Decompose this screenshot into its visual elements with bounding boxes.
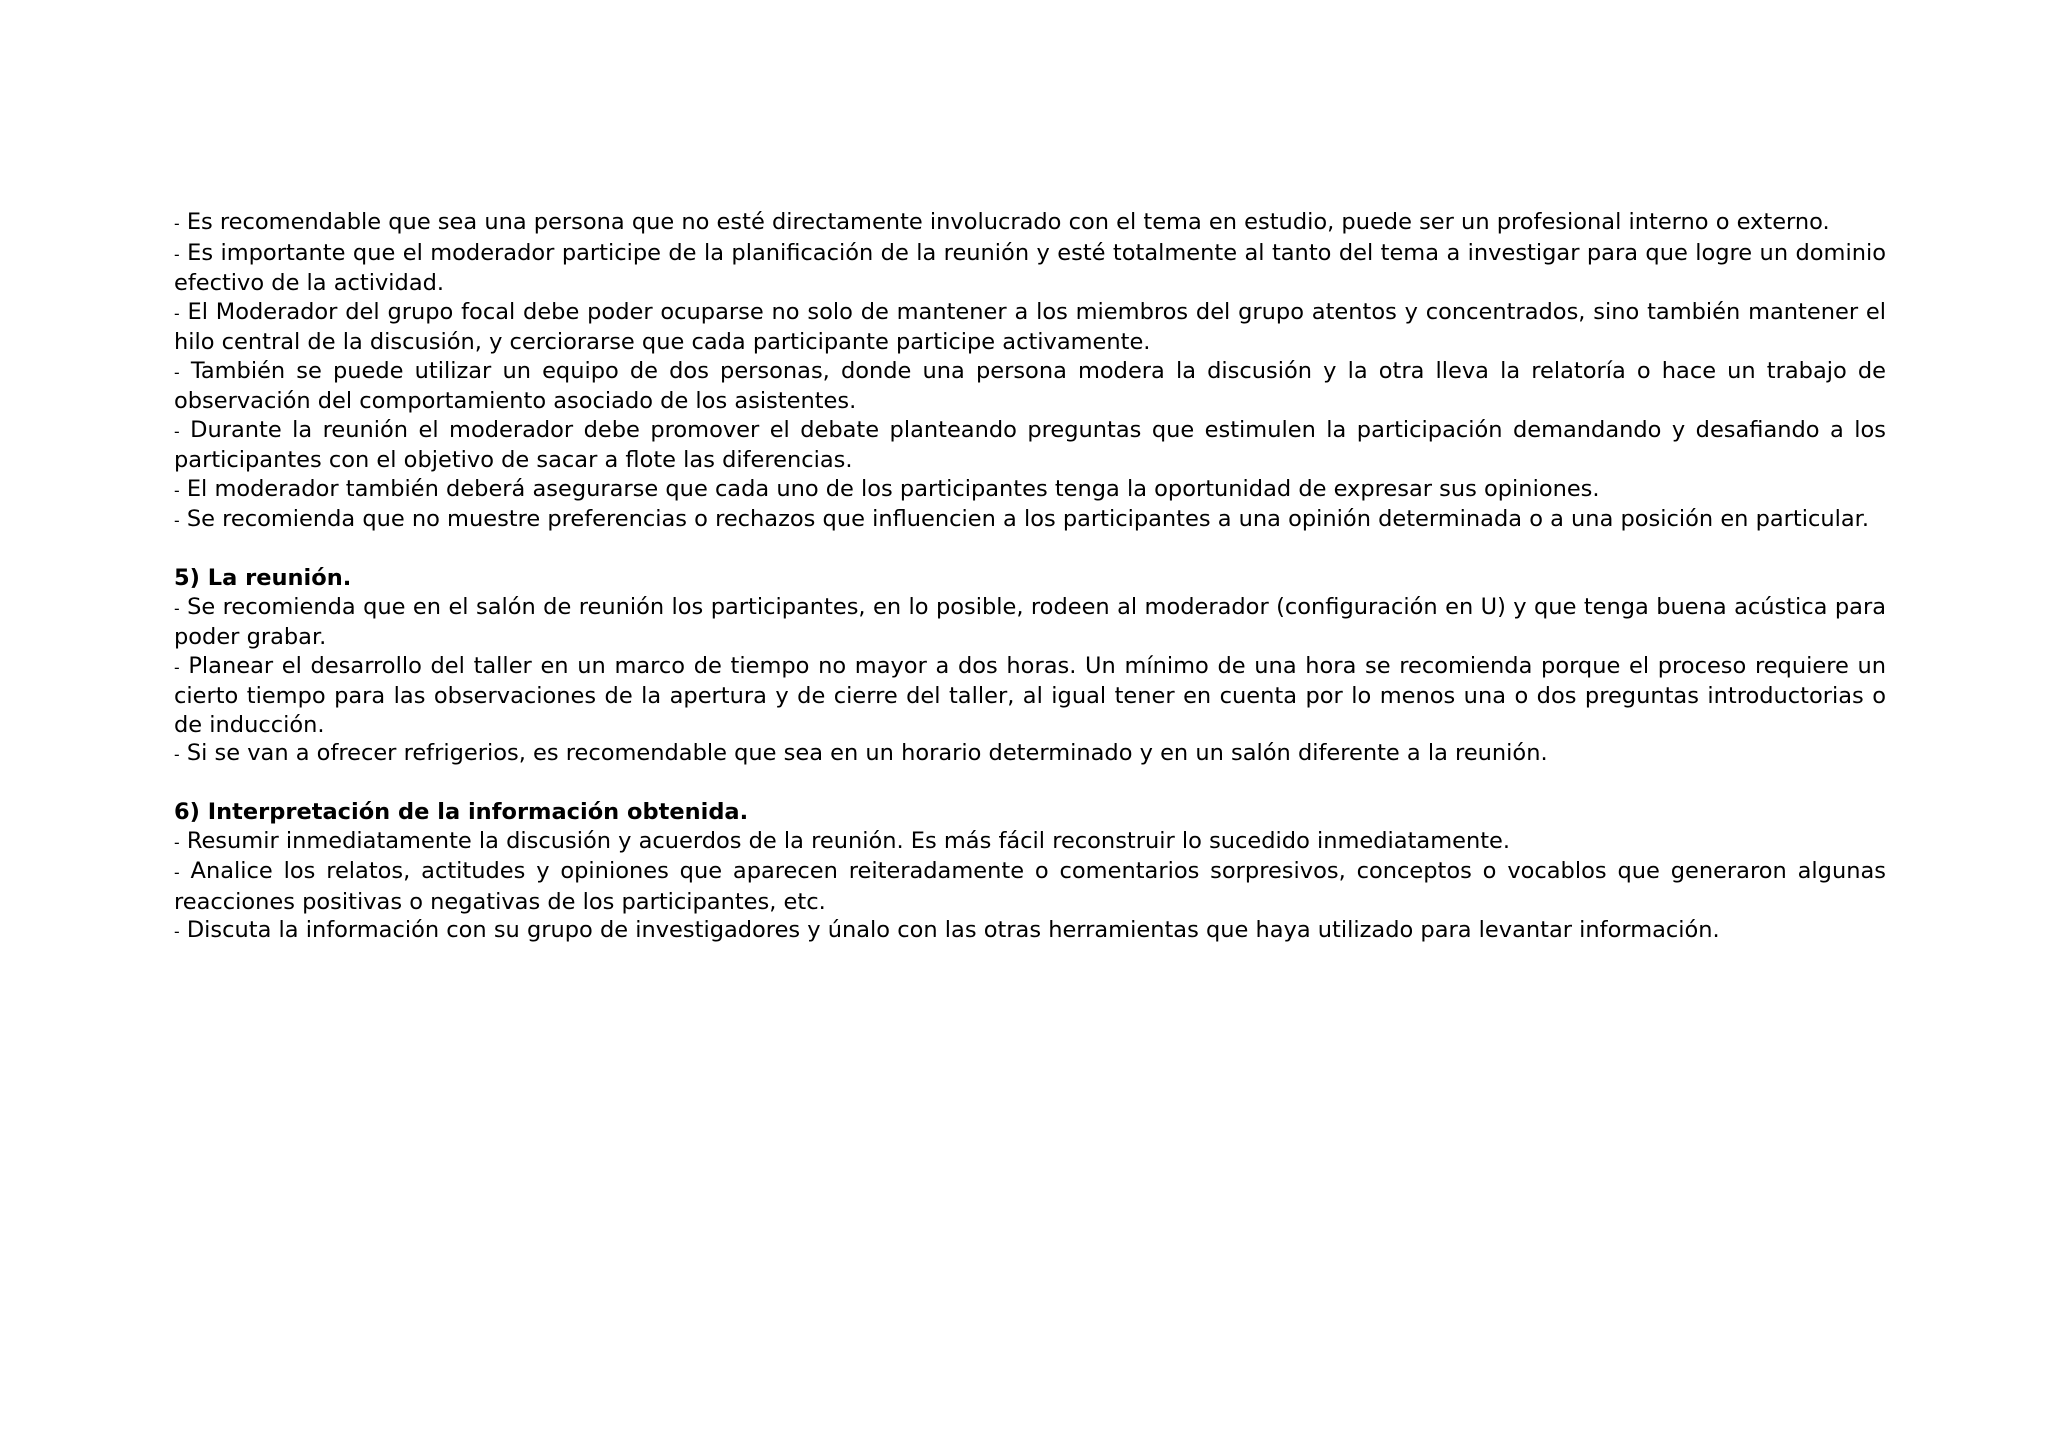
bullet-dash: - — [174, 922, 180, 941]
list-item — [174, 505, 1886, 536]
list-item — [174, 416, 1886, 475]
list-item — [174, 357, 1886, 416]
bullet-dash: - — [174, 421, 180, 441]
bullet-dash: - — [174, 832, 180, 852]
bullet-dash: - — [174, 657, 180, 677]
list-item-text: También se puede utilizar un equipo de dos personas, donde una persona modera la discusión y la otra lleva la relatoría o hace un trabajo de observación del comportamiento asociado de los asistentes. — [174, 357, 1887, 414]
list-item-text: Si se van a ofrecer refrigerios, es recomendable que sea en un horario determinado y en un salón diferente a la reunión. — [186, 740, 1548, 766]
section-heading-6: 6) Interpretación de la información obtenida. — [174, 799, 749, 825]
list-item-text: Planear el desarrollo del taller en un marco de tiempo no mayor a dos horas. Un mínimo de una hora se recomienda porque el proceso requiere un cierto tiempo para las observaciones de la apertura y de cierre del taller, al igual tener en cuenta por lo menos una o dos preguntas introductorias o de inducción. — [174, 652, 1886, 738]
bullet-dash: - — [174, 745, 180, 764]
list-item-text: Es importante que el moderador participe de la planificación de la reunión y esté totalmente al tanto del tema a investigar para que logre un dominio efectivo de la actividad. — [174, 239, 1886, 296]
list-item-text: El Moderador del grupo focal debe poder ocuparse no solo de mantener a los miembros del grupo atentos y concentrados, sino también mantener el hilo central de la discusión, y cerciorarse que cada participante participe activamente. — [174, 298, 1886, 355]
bullet-dash: - — [174, 598, 180, 618]
bullet-dash: - — [174, 214, 180, 233]
list-item-text: Discuta la información con su grupo de investigadores y únalo con las otras herramientas que haya utilizado para levantar información. — [186, 917, 1720, 943]
list-item — [174, 239, 1886, 298]
list-item — [174, 857, 1886, 916]
document-body — [174, 208, 1886, 947]
bullet-dash: - — [174, 362, 180, 382]
section-heading-5: 5) La reunión. — [174, 565, 352, 591]
section-spacer — [174, 770, 1886, 799]
list-item — [174, 739, 1886, 770]
list-item-text: Se recomienda que no muestre preferencias o rechazos que influencien a los participantes a una opinión determinada o a una posición en particular. — [186, 506, 1869, 532]
list-item — [174, 652, 1886, 740]
bullet-dash: - — [174, 480, 180, 500]
list-item — [174, 298, 1886, 357]
list-item-text: Resumir inmediatamente la discusión y acuerdos de la reunión. Es más fácil reconstruir lo sucedido inmediatamente. — [186, 827, 1511, 854]
list-item-text: Es recomendable que sea una persona que no esté directamente involucrado con el tema en estudio, puede ser un profesional interno o externo. — [186, 209, 1830, 235]
section-spacer — [174, 536, 1886, 565]
bullet-dash: - — [174, 244, 180, 264]
list-item — [174, 593, 1886, 652]
list-item — [174, 827, 1886, 858]
list-item-text: Se recomienda que en el salón de reunión los participantes, en lo posible, rodeen al moderador (configuración en U) y que tenga buena acústica para poder grabar. — [174, 593, 1886, 650]
list-item-text: El moderador también deberá asegurarse que cada uno de los participantes tenga la oportunidad de expresar sus opiniones. — [186, 475, 1600, 502]
bullet-dash: - — [174, 511, 180, 530]
list-item — [174, 475, 1886, 506]
bullet-dash: - — [174, 863, 180, 882]
bullet-dash: - — [174, 303, 180, 323]
list-item — [174, 916, 1886, 947]
list-item-text: Durante la reunión el moderador debe promover el debate planteando preguntas que estimulen la participación demandando y desafiando a los participantes con el objetivo de sacar a flote las diferencias. — [174, 416, 1887, 473]
list-item-text: Analice los relatos, actitudes y opiniones que aparecen reiteradamente o comentarios sorpresivos, conceptos o vocablos que generaron algunas reacciones positivas o negativas de los participantes, etc. — [174, 858, 1886, 915]
list-item — [174, 208, 1886, 239]
